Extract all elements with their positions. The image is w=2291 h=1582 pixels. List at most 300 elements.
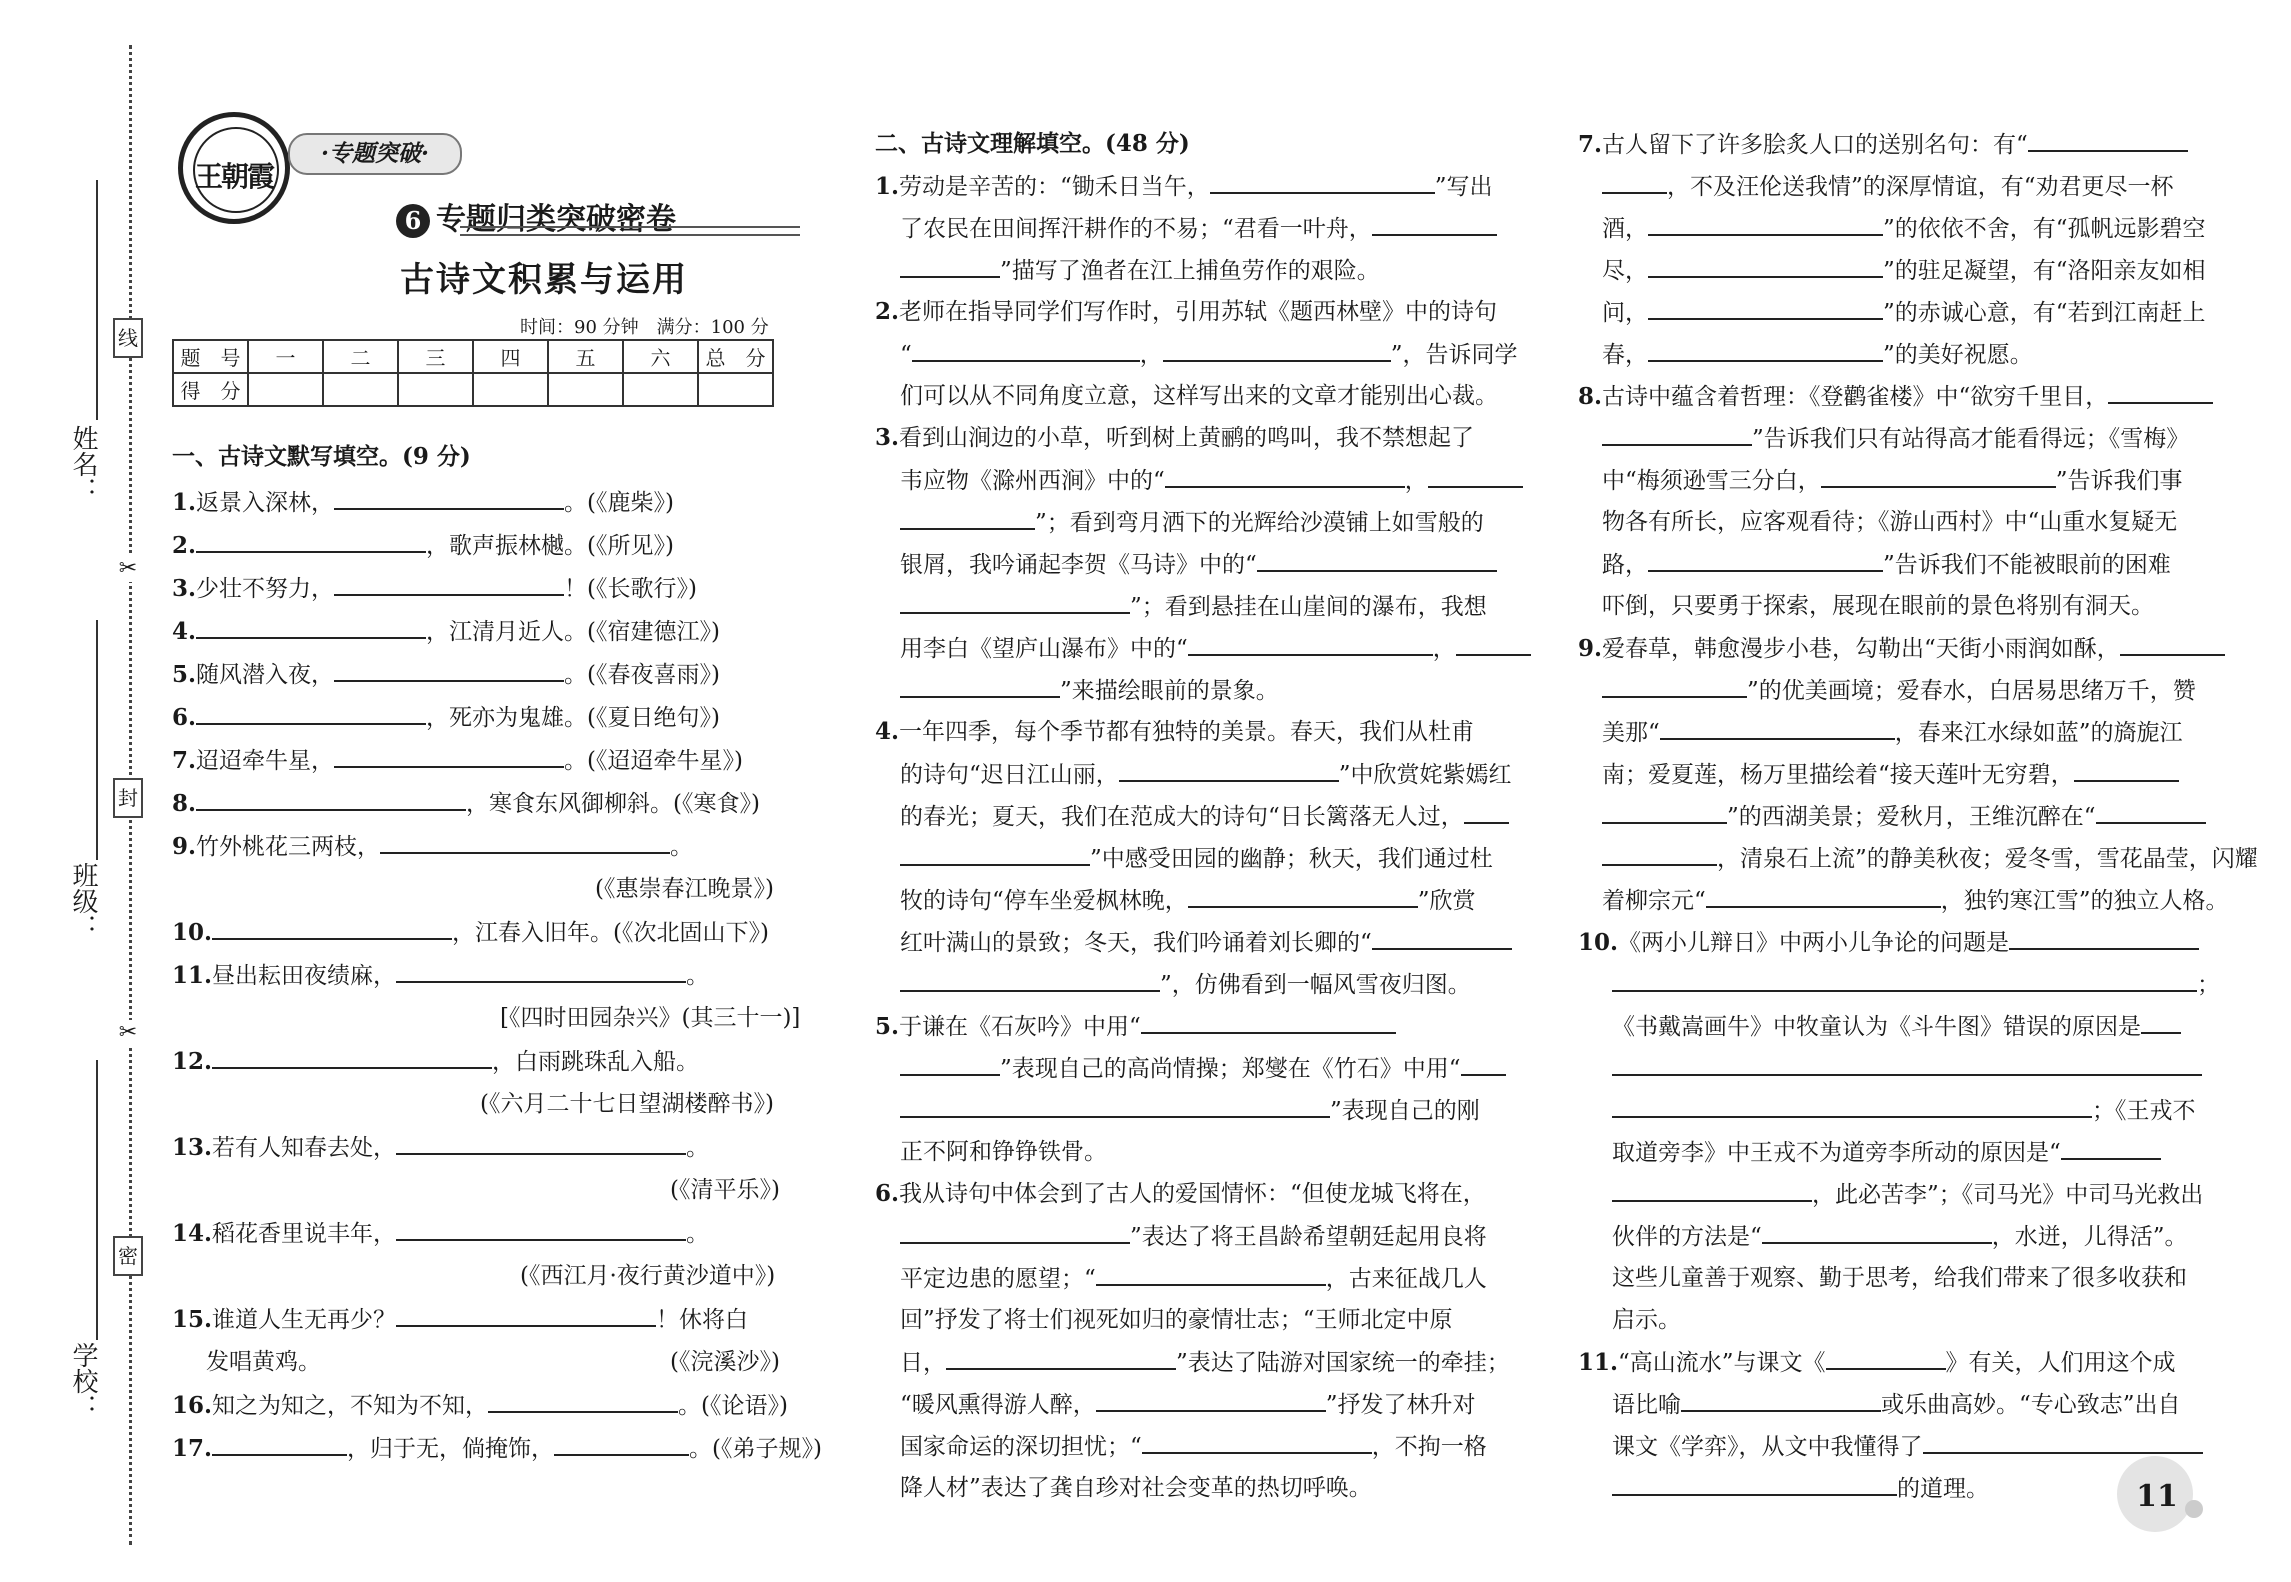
answer-blank[interactable] (1188, 632, 1433, 656)
question-text: 的道理。 (1897, 1476, 1989, 1502)
q2-3-line4 (900, 548, 1497, 581)
q2-6-line7 (900, 1430, 1487, 1463)
q2-6-line6 (900, 1388, 1476, 1421)
q2-8-line5 (1602, 548, 2171, 581)
q2-3-line1 (875, 422, 1474, 454)
question-text: ，春来江水绿如蓝”的旖旎江 (1894, 720, 2183, 746)
question-text: ， (1432, 636, 1456, 662)
question-text: 若有人知春去处， (212, 1135, 397, 1161)
answer-blank[interactable] (1612, 1472, 1897, 1496)
answer-blank[interactable] (1210, 170, 1435, 194)
question-text: ”告诉我们不能被眼前的困难 (1883, 552, 2171, 578)
q2-8-line1 (1578, 380, 2213, 413)
question-number: 3. (875, 424, 900, 451)
question-text: 酒， (1602, 216, 1648, 242)
question-text: 一年四季，每个季节都有独特的美景。春天，我们从杜甫 (899, 719, 1475, 745)
answer-blank[interactable] (212, 916, 452, 940)
question-12-source: (《六月二十七日望湖楼醉书》) (480, 1091, 774, 1117)
question-text: 牧的诗句“停车坐爱枫林晚， (900, 888, 1188, 914)
question-text: 竹外桃花三两枝， (196, 834, 381, 860)
question-text: 美那“ (1602, 720, 1660, 746)
logo-text: 王朝霞 (194, 160, 273, 193)
question-16 (172, 1389, 788, 1422)
question-text: 。(《论语》) (678, 1393, 788, 1419)
answer-blank[interactable] (1826, 1346, 1946, 1370)
question-text: ”的优美画境；爱春水，白居易思绪万千，赞 (1747, 678, 2196, 704)
answer-blank[interactable] (334, 486, 564, 510)
question-text: 。(《迢迢牵牛星》) (564, 748, 743, 774)
answer-blank[interactable] (196, 529, 426, 553)
answer-blank[interactable] (1602, 170, 1667, 194)
class-label: 班级： (68, 862, 98, 940)
q2-10-line10: 启示。 (1612, 1307, 1681, 1333)
question-text: 尽， (1602, 258, 1648, 284)
question-text: ”描写了渔者在江上捕鱼劳作的艰险。 (1000, 258, 1380, 284)
question-text: ！休将白 (656, 1307, 749, 1333)
q2-1-line3 (900, 254, 1380, 287)
score-header-cell: 题 号 (173, 340, 248, 373)
question-10 (172, 916, 769, 949)
question-text: 伙伴的方法是“ (1612, 1224, 1762, 1250)
answer-blank[interactable] (334, 744, 564, 768)
q2-6-line2 (900, 1220, 1487, 1253)
question-text: ”告诉我们只有站得高才能看得远；《雪梅》 (1752, 426, 2190, 452)
answer-blank[interactable] (1163, 338, 1391, 362)
question-text: 我从诗句中体会到了古人的爱国情怀：“但使龙城飞将在， (899, 1181, 1486, 1207)
score-header-cell: 一 (248, 340, 323, 373)
question-text: ， (1139, 342, 1163, 368)
q2-10-line3 (1612, 1010, 2181, 1043)
question-text: 课文《学弈》，从文中我懂得了 (1612, 1434, 1923, 1460)
question-number: 8. (1578, 383, 1603, 410)
question-number: 15. (172, 1306, 213, 1333)
question-number: 6. (172, 704, 197, 731)
answer-blank[interactable] (946, 1346, 1176, 1370)
question-text: ”的美好祝愿。 (1883, 342, 2033, 368)
q2-5-line4: 正不阿和铮铮铁骨。 (900, 1139, 1107, 1165)
question-number: 7. (172, 747, 197, 774)
question-number: 5. (172, 661, 197, 688)
question-text: ”的西湖美景；爱秋月，王维沉醉在“ (1727, 804, 2096, 830)
name-field-line[interactable] (96, 180, 98, 420)
question-text: 看到山涧边的小草，听到树上黄鹂的鸣叫，我不禁想起了 (899, 425, 1475, 451)
question-text: 春， (1602, 342, 1648, 368)
answer-blank[interactable] (900, 1094, 1330, 1118)
question-14-source: (《西江月·夜行黄沙道中》) (520, 1263, 776, 1289)
question-text: 红叶满山的景致；冬天，我们吟诵着刘长卿的“ (900, 930, 1372, 956)
question-text: 南；爱夏莲，杨万里描绘着“接天莲叶无穷碧， (1602, 762, 2074, 788)
answer-blank[interactable] (1461, 1052, 1506, 1076)
q2-6-line1 (875, 1178, 1486, 1210)
question-text: 或乐曲高妙。“专心致志”出自 (1881, 1392, 2181, 1418)
q2-2-line3: 们可以从不同角度立意，这样写出来的文章才能别出心裁。 (900, 383, 1498, 409)
q2-2-line2 (900, 338, 1518, 371)
page-title: 古诗文积累与运用 (400, 260, 688, 300)
answer-blank[interactable] (1648, 548, 1883, 572)
question-text: 返景入深林， (196, 490, 335, 516)
question-number: 9. (1578, 635, 1603, 662)
question-number: 10. (1578, 929, 1619, 956)
question-text: 于谦在《石灰吟》中用“ (899, 1014, 1141, 1040)
paper-series-label: 专题归类突破密卷 (436, 202, 676, 237)
answer-blank[interactable] (1602, 842, 1717, 866)
q2-9-line4 (1602, 758, 2179, 791)
question-text: 劳动是辛苦的：“锄禾日当午， (899, 174, 1210, 200)
q2-7-line4 (1602, 254, 2206, 287)
q2-11-line2 (1612, 1388, 2181, 1421)
answer-blank[interactable] (334, 658, 564, 682)
answer-blank[interactable] (2061, 1136, 2161, 1160)
q2-4-line6 (900, 926, 1512, 959)
score-input-cell[interactable] (548, 373, 623, 406)
question-text: ”，告诉同学 (1390, 342, 1518, 368)
question-15-cont: 发唱黄鸡。 (206, 1349, 321, 1375)
question-text: ，古来征战几人 (1325, 1266, 1487, 1292)
answer-blank[interactable] (196, 787, 466, 811)
question-text: ”表达了陆游对国家统一的牵挂； (1176, 1350, 1510, 1376)
answer-blank[interactable] (1119, 758, 1339, 782)
question-text: 谁道人生无再少？ (212, 1307, 397, 1333)
q2-10-line7 (1612, 1178, 2203, 1211)
question-number: 12. (172, 1048, 213, 1075)
question-text: 韦应物《滁州西涧》中的“ (900, 468, 1165, 494)
question-text: 日， (900, 1350, 946, 1376)
question-number: 7. (1578, 131, 1603, 158)
q2-11-line4 (1612, 1472, 1989, 1505)
question-text: ”；看到悬挂在山崖间的瀑布，我想 (1130, 594, 1487, 620)
question-text: 路， (1602, 552, 1648, 578)
answer-blank[interactable] (2141, 1010, 2181, 1034)
topic-badge: ·专题突破· (288, 133, 462, 175)
section-1-heading: 一、古诗文默写填空。(9 分) (172, 443, 471, 470)
answer-blank[interactable] (1648, 296, 1883, 320)
answer-blank[interactable] (488, 1389, 678, 1413)
q2-10-line9: 这些儿童善于观察、勤于思考，给我们带来了很多收获和 (1612, 1265, 2187, 1291)
score-label-cell: 得 分 (173, 373, 248, 406)
question-text: ”的依依不舍，有“孤帆远影碧空 (1883, 216, 2206, 242)
question-number: 2. (875, 298, 900, 325)
answer-blank[interactable] (1602, 800, 1727, 824)
q2-3-line6 (900, 632, 1531, 665)
q2-7-line5 (1602, 296, 2206, 329)
q2-9-line5 (1602, 800, 2206, 833)
question-number: 14. (172, 1220, 213, 1247)
answer-blank[interactable] (1096, 1262, 1326, 1286)
answer-blank[interactable] (1923, 1430, 2203, 1454)
q2-8-line4: 物各有所长，应客观看待；《游山西村》中“山重水复疑无 (1602, 509, 2178, 535)
answer-blank[interactable] (396, 1303, 656, 1327)
q2-4-line4 (900, 842, 1493, 875)
question-14 (172, 1217, 709, 1250)
question-number: 2. (172, 532, 197, 559)
question-text: 《两小儿辩日》中两小儿争论的问题是 (1618, 930, 2010, 956)
question-number: 4. (172, 618, 197, 645)
answer-blank[interactable] (900, 590, 1130, 614)
question-text: 《书戴嵩画牛》中牧童认为《斗牛图》错误的原因是 (1612, 1014, 2141, 1040)
question-text: ，白雨跳珠乱入船。 (492, 1049, 700, 1075)
question-text: 。 (670, 834, 694, 860)
question-text: ”中欣赏姹紫嫣红 (1338, 762, 1512, 788)
q2-9-line6 (1602, 842, 2258, 875)
section-2-heading: 二、古诗文理解填空。(48 分) (875, 130, 1190, 157)
question-text: 迢迢牵牛星， (196, 748, 335, 774)
time-score-info: 时间：90 分钟 满分：100 分 (520, 317, 769, 338)
question-text: 。 (686, 1221, 710, 1247)
score-table (172, 339, 774, 407)
question-text: ，寒食东风御柳斜。(《寒食》) (466, 791, 760, 817)
question-text: 的春光；夏天，我们在范成大的诗句“日长篱落无人过， (900, 804, 1464, 830)
answer-blank[interactable] (1456, 632, 1531, 656)
question-text: ，不及汪伦送我情”的深厚情谊，有“劝君更尽一杯 (1667, 174, 2174, 200)
question-text: 的诗句“迟日江山丽， (900, 762, 1119, 788)
answer-blank[interactable] (1602, 422, 1752, 446)
answer-blank[interactable] (1096, 1388, 1326, 1412)
answer-blank[interactable] (1257, 548, 1497, 572)
question-15-source: (《浣溪沙》) (670, 1349, 780, 1375)
brand-logo (178, 112, 290, 224)
answer-blank[interactable] (554, 1432, 689, 1456)
question-number: 17. (172, 1435, 213, 1462)
q2-10-line6 (1612, 1136, 2161, 1169)
answer-blank[interactable] (1141, 1010, 1396, 1034)
question-text: 取道旁李》中王戎不为道旁李所动的原因是“ (1612, 1140, 2061, 1166)
q2-3-line7 (900, 674, 1279, 707)
answer-blank[interactable] (900, 674, 1060, 698)
q2-8-line6: 吓倒，只要勇于探索，展现在眼前的景色将别有洞天。 (1602, 593, 2154, 619)
answer-blank[interactable] (900, 506, 1035, 530)
school-field-line[interactable] (96, 1060, 98, 1340)
answer-blank[interactable] (900, 968, 1160, 992)
question-text: ，歌声振林樾。(《所见》) (426, 533, 674, 559)
answer-blank[interactable] (1612, 968, 2197, 992)
question-text: 了农民在田间挥汗耕作的不易；“君看一叶舟， (900, 216, 1372, 242)
answer-blank[interactable] (2028, 128, 2188, 152)
question-number: 3. (172, 575, 197, 602)
q2-6-line4: 回”抒发了将士们视死如归的豪情壮志；“王师北定中原 (900, 1307, 1453, 1333)
q2-7-line6 (1602, 338, 2033, 371)
binding-mark-feng: 封 (113, 778, 143, 818)
answer-blank[interactable] (1762, 1220, 1992, 1244)
question-12 (172, 1045, 699, 1078)
q2-5-line2 (900, 1052, 1506, 1085)
question-text: ”告诉我们事 (2055, 468, 2183, 494)
question-text: ，水迸，儿得活”。 (1991, 1224, 2188, 1250)
paper-number: 6 (396, 204, 430, 238)
q2-4-line2 (900, 758, 1512, 791)
score-header-cell: 四 (473, 340, 548, 373)
answer-blank[interactable] (1648, 212, 1883, 236)
q2-9-line1 (1578, 632, 2225, 665)
q2-10-line1 (1578, 926, 2199, 959)
question-1 (172, 486, 674, 519)
question-text: 》有关，人们用这个成 (1945, 1350, 2176, 1376)
q2-1-line1 (875, 170, 1493, 203)
question-4 (172, 615, 720, 648)
question-text: ，归于无，倘掩饰， (347, 1436, 555, 1462)
score-input-cell[interactable] (398, 373, 473, 406)
answer-blank[interactable] (1142, 1430, 1372, 1454)
question-text: 平定边患的愿望；“ (900, 1266, 1096, 1292)
question-text: ，此必苦李”；《司马光》中司马光救出 (1812, 1182, 2204, 1208)
q2-9-line2 (1602, 674, 2196, 707)
question-number: 5. (875, 1013, 900, 1040)
answer-blank[interactable] (1821, 464, 2056, 488)
score-input-cell[interactable] (698, 373, 773, 406)
q2-10-line8 (1612, 1220, 2188, 1253)
q2-5-line1 (875, 1010, 1396, 1043)
question-text: ， (1404, 468, 1428, 494)
answer-blank[interactable] (212, 1045, 492, 1069)
question-5 (172, 658, 720, 691)
question-text: 古诗中蕴含着哲理：《登鹳雀楼》中“欲穷千里目， (1602, 384, 2109, 410)
question-8 (172, 787, 760, 820)
q2-6-line3 (900, 1262, 1487, 1295)
q2-3-line3 (900, 506, 1484, 539)
q2-7-line2 (1602, 170, 2174, 203)
q2-11-line3 (1612, 1430, 2203, 1463)
question-11 (172, 959, 709, 992)
question-9-source: (《惠崇春江晚景》) (595, 876, 774, 902)
question-13-source: (《清平乐》) (670, 1177, 780, 1203)
page-number: 11 (2136, 1479, 2178, 1514)
answer-blank[interactable] (1612, 1094, 2092, 1118)
q2-9-line7 (1602, 884, 2229, 917)
question-number: 10. (172, 919, 213, 946)
binding-mark-mi: 密 (113, 1236, 143, 1276)
question-text: ”中感受田园的幽静；秋天，我们通过杜 (1090, 846, 1493, 872)
question-text: 。(《鹿柴》) (564, 490, 674, 516)
question-text: ”，仿佛看到一幅风雪夜归图。 (1160, 972, 1471, 998)
question-number: 11. (1578, 1349, 1619, 1376)
answer-blank[interactable] (1706, 884, 1941, 908)
answer-blank[interactable] (1660, 716, 1895, 740)
question-text: 。(《弟子规》) (689, 1436, 822, 1462)
answer-blank[interactable] (212, 1432, 347, 1456)
binding-mark-xian: 线 (113, 318, 143, 358)
q2-10-line4 (1612, 1052, 2202, 1085)
q2-3-line2 (900, 464, 1523, 497)
answer-blank[interactable] (380, 830, 670, 854)
answer-blank[interactable] (1464, 800, 1509, 824)
answer-blank[interactable] (2009, 926, 2199, 950)
score-input-cell[interactable] (323, 373, 398, 406)
answer-blank[interactable] (1681, 1388, 1881, 1412)
question-text: ”的赤诚心意，有“若到江南赶上 (1883, 300, 2206, 326)
answer-blank[interactable] (396, 959, 686, 983)
question-text: ”表现自己的刚 (1330, 1098, 1480, 1124)
question-text: 老师在指导同学们写作时，引用苏轼《题西林壁》中的诗句 (899, 299, 1498, 325)
question-text: ”写出 (1434, 174, 1493, 200)
answer-blank[interactable] (1612, 1052, 2202, 1076)
answer-blank[interactable] (2120, 632, 2225, 656)
answer-blank[interactable] (1188, 884, 1418, 908)
answer-blank[interactable] (900, 254, 1000, 278)
score-input-cell[interactable] (248, 373, 323, 406)
score-input-cell[interactable] (623, 373, 698, 406)
question-text: ，独钓寒江雪”的独立人格。 (1940, 888, 2229, 914)
question-text: ，死亦为鬼雄。(《夏日绝句》) (426, 705, 720, 731)
question-3 (172, 572, 697, 605)
q2-2-line1 (875, 296, 1497, 328)
q2-6-line5 (900, 1346, 1510, 1379)
q2-1-line2 (900, 212, 1497, 245)
question-15 (172, 1303, 748, 1336)
answer-blank[interactable] (1602, 674, 1747, 698)
answer-blank[interactable] (2096, 800, 2206, 824)
question-text: ，江春入旧年。(《次北固山下》) (452, 920, 769, 946)
q2-4-line5 (900, 884, 1476, 917)
answer-blank[interactable] (2108, 380, 2213, 404)
question-text: ”来描绘眼前的景象。 (1060, 678, 1279, 704)
question-number: 8. (172, 790, 197, 817)
question-text: ； (2197, 972, 2220, 998)
answer-blank[interactable] (912, 338, 1140, 362)
q2-7-line1 (1578, 128, 2188, 161)
answer-blank[interactable] (334, 572, 564, 596)
answer-blank[interactable] (900, 1220, 1130, 1244)
question-text: 。 (686, 963, 710, 989)
answer-blank[interactable] (900, 1052, 1000, 1076)
question-6 (172, 701, 720, 734)
answer-blank[interactable] (1372, 212, 1497, 236)
answer-blank[interactable] (196, 615, 426, 639)
question-number: 16. (172, 1392, 213, 1419)
q2-4-line3 (900, 800, 1509, 833)
question-text: “高山流水”与课文《 (1618, 1350, 1826, 1376)
answer-blank[interactable] (396, 1217, 686, 1241)
question-2 (172, 529, 674, 562)
answer-blank[interactable] (2074, 758, 2179, 782)
question-text: ”表达了将王昌龄希望朝廷起用良将 (1130, 1224, 1487, 1250)
question-text: 少壮不努力， (196, 576, 335, 602)
question-text: ”的驻足凝望，有“洛阳亲友如相 (1883, 258, 2206, 284)
question-text: “暖风熏得游人醉， (900, 1392, 1096, 1418)
question-text: 知之为知之，不知为不知， (212, 1393, 489, 1419)
question-text: 爱春草，韩愈漫步小巷，勾勒出“天街小雨润如酥， (1602, 636, 2120, 662)
question-text: 用李白《望庐山瀑布》中的“ (900, 636, 1188, 662)
question-text: ”表现自己的高尚情操；郑燮在《竹石》中用“ (1000, 1056, 1461, 1082)
q2-8-line2 (1602, 422, 2189, 455)
answer-blank[interactable] (900, 842, 1090, 866)
answer-blank[interactable] (1372, 926, 1512, 950)
scissors-icon: ✂ (115, 556, 141, 582)
answer-blank[interactable] (396, 1131, 686, 1155)
score-header-cell: 二 (323, 340, 398, 373)
question-13 (172, 1131, 709, 1164)
answer-blank[interactable] (1612, 1178, 1812, 1202)
question-text: 国家命运的深切担忧；“ (900, 1434, 1142, 1460)
answer-blank[interactable] (1165, 464, 1405, 488)
score-header-cell: 六 (623, 340, 698, 373)
answer-blank[interactable] (1648, 254, 1883, 278)
score-input-cell[interactable] (473, 373, 548, 406)
question-text: ”抒发了林升对 (1325, 1392, 1476, 1418)
answer-blank[interactable] (196, 701, 426, 725)
q2-6-line8: 降人材”表达了龚自珍对社会变革的热切呼唤。 (900, 1475, 1372, 1501)
score-header-cell: 总 分 (698, 340, 773, 373)
question-number: 4. (875, 718, 900, 745)
question-text: ，清泉石上流”的静美秋夜；爱冬雪，雪花晶莹，闪耀 (1717, 846, 2258, 872)
scissors-icon: ✂ (115, 1020, 141, 1046)
school-label: 学校： (68, 1342, 98, 1420)
answer-blank[interactable] (1428, 464, 1523, 488)
question-text: ；《王戎不 (2092, 1098, 2196, 1124)
question-11-source: [《四时田园杂兴》(其三十一)] (500, 1005, 801, 1031)
q2-9-line3 (1602, 716, 2183, 749)
answer-blank[interactable] (1648, 338, 1883, 362)
question-text: 昼出耘田夜绩麻， (212, 963, 397, 989)
class-field-line[interactable] (96, 620, 98, 860)
